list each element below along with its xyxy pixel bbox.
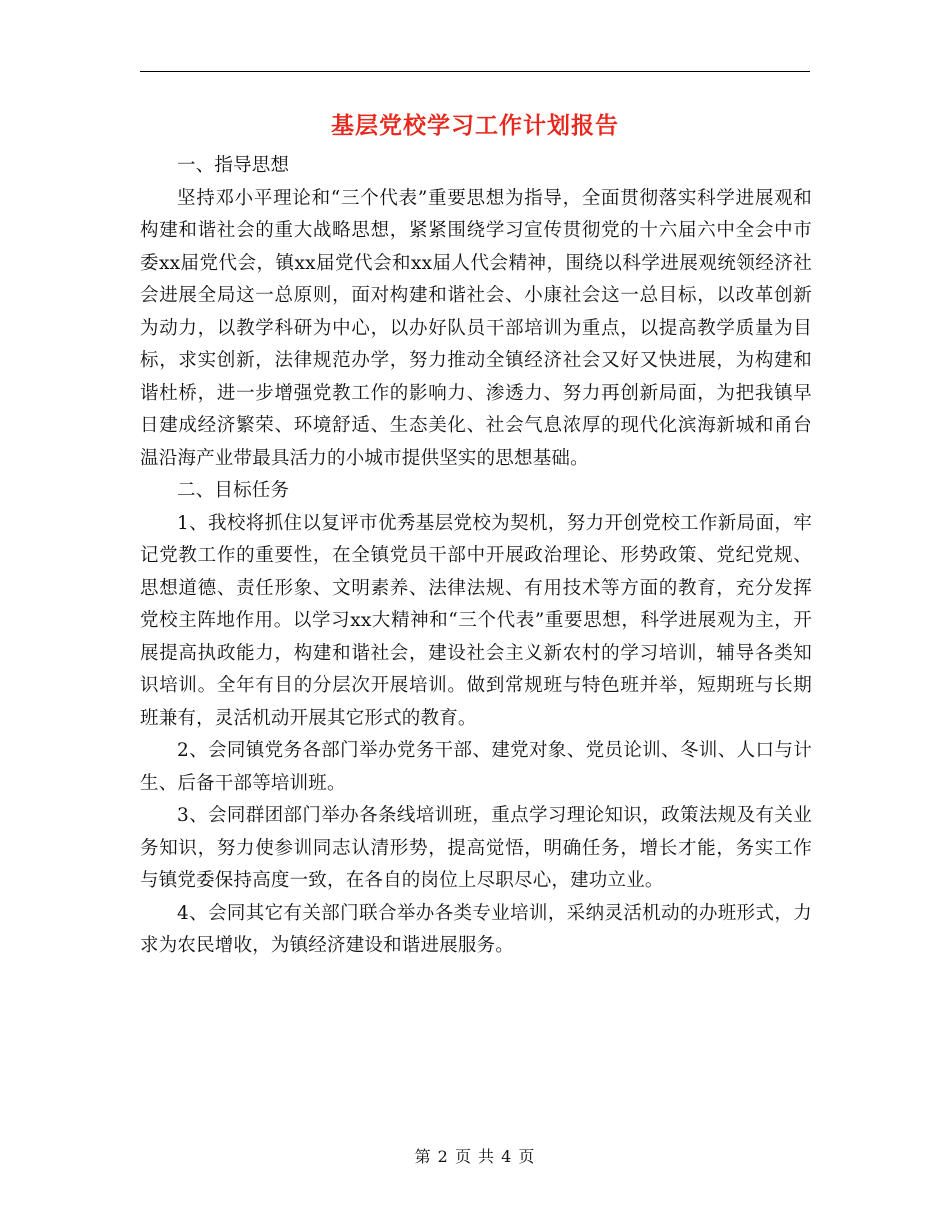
header-rule [140,71,810,72]
document-title: 基层党校学习工作计划报告 [331,112,619,139]
paragraph-task-2: 2、会同镇党务各部门举办党务干部、建党对象、党员论训、冬训、人口与计生、后备干部等培训班。 [140,740,812,794]
section-heading-guiding-ideology: 一、指导思想 [177,155,290,176]
paragraph-task-4: 4、会同其它有关部门联合举办各类专业培训，采纳灵活机动的办班形式，力求为农民增收，为镇经济建设和谐进展服务。 [140,902,812,956]
paragraph-task-3: 3、会同群团部门举办各条线培训班，重点学习理论知识，政策法规及有关业务知识，努力使参训同志认清形势，提高觉悟，明确任务，增长才能，务实工作与镇党委保持高度一致，在各自的岗位上尽职尽心，建功立业。 [140,805,812,891]
paragraph-guiding-ideology: 坚持邓小平理论和“三个代表”重要思想为指导，全面贯彻落实科学进展观和构建和谐社会的重大战略思想，紧紧围绕学习宣传贯彻党的十六届六中全会中市委xx届党代会，镇xx届党代会和xx届人代会精神，围绕以科学进展观统领经济社会进展全局这一总原则，面对构建和谐社会、小康社会这一总目标，以改革创新为动力，以教学科研为中心，以办好队员干部培训为重点，以提高教学质量为目标，求实创新，法律规范办学，努力推动全镇经济社会又好又快进展，为构建和谐杜桥，进一步增强党教工作的影响力、渗透力、努力再创新局面，为把我镇早日建成经济繁荣、环境舒适、生态美化、社会气息浓厚的现代化滨海新城和甬台温沿海产业带最具活力的小城市提供坚实的思想基础。 [140,187,812,469]
paragraph-task-1: 1、我校将抓住以复评市优秀基层党校为契机，努力开创党校工作新局面，牢记党教工作的重要性，在全镇党员干部中开展政治理论、形势政策、党纪党规、思想道德、责任形象、文明素养、法律法规、有用技术等方面的教育，充分发挥党校主阵地作用。以学习xx大精神和“三个代表”重要思想，科学进展观为主，开展提高执政能力，构建和谐社会，建设社会主义新农村的学习培训，辅导各类知识培训。全年有目的分层次开展培训。做到常规班与特色班并举，短期班与长期班兼有，灵活机动开展其它形式的教育。 [140,512,812,729]
document-body [140,150,812,963]
section-heading-goals-tasks: 二、目标任务 [177,480,290,501]
page-number-footer: 第 2 页 共 4 页 [414,1147,536,1166]
